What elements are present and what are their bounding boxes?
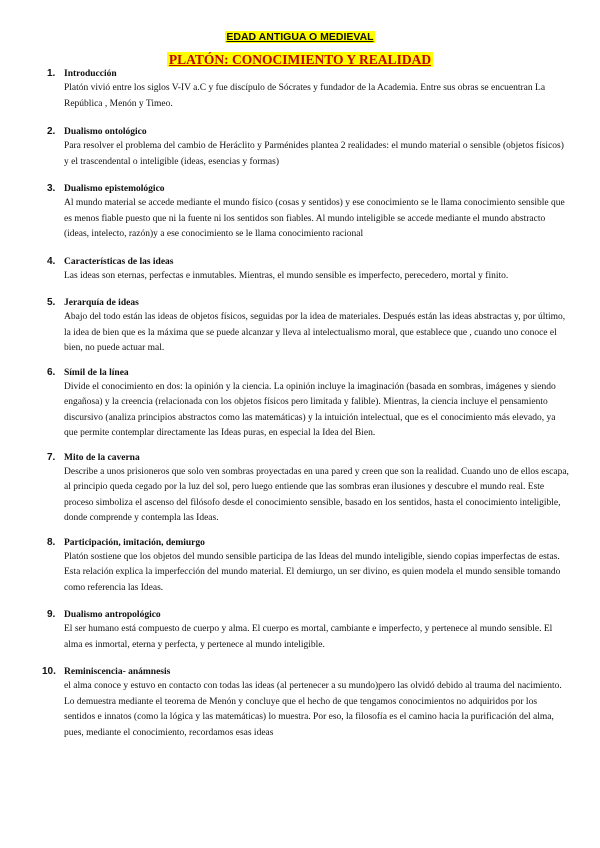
section-simil-linea [0,367,600,442]
section-body: Describe a unos prisioneros que solo ven sombras proyectadas en una pared y creen que son la realidad. Cuando uno de ellos escapa, al principio queda cegado por la luz del sol, pero luego entiende que las sombras eran ilusiones y descubre el mundo real. Este proceso simboliza el ascenso del filósofo desde el conocimiento sensible, basado en los sentidos, hasta el conocimiento inteligible, donde comprende y contempla las Ideas. [64,466,569,523]
section-number: 2. [47,126,56,137]
section-number: 9. [47,609,56,620]
period-heading [0,27,600,45]
section-body: Para resolver el problema del cambio de Heráclito y Parménides plantea 2 realidades: el mundo material o sensible (objetos físicos) y el trascendental o inteligible (ideas, esencias y formas) [64,141,564,167]
section-body: Abajo del todo están las ideas de objetos físicos, seguidas por la idea de materiales. Después están las ideas abstractas y, por último, la idea de bien que es la máxima que se puede alcanzar y lleva al intelectualismo moral, que establece que , cuando uno conoce el bien, no puede actuar mal. [64,312,566,353]
section-list [0,68,600,741]
document-title [0,51,600,69]
section-title: Reminiscencia- anámnesis [64,667,171,677]
section-title: Dualismo antropológico [64,610,161,620]
section-body: Platón sostiene que los objetos del mundo sensible participa de las Ideas del mundo inteligible, siendo copias imperfectas de estas. Esta relación explica la imperfección del mundo material. El demiurgo, un ser divino, es quien modela el mundo sensible tomando como referencia las Ideas. [64,551,561,593]
section-title: Mito de la caverna [64,452,140,463]
section-number: 7. [47,451,56,463]
section-number: 1. [47,68,56,79]
section-number: 4. [47,255,56,267]
section-body: Platón vivió entre los siglos V-IV a.C y fue discípulo de Sócrates y fundador de la Academia. Entre sus obras se encuentran La República , Menón y Timeo. [64,83,546,109]
section-title: Símil de la línea [64,367,129,378]
section-dualismo-antropologico [0,609,600,653]
section-body: Divide el conocimiento en dos: la opinión y la ciencia. La opinión incluye la imaginación (basada en sombras, imágenes y siendo engañosa) y la creencia (relacionada con los objetos físicos pero limitada y falible). Mientras, la ciencia incluye el pensamiento discursivo (analiza principios abstractos como las matemáticas) y la intuición intelectual, que es el conocimiento más elevado, ya que permite contemplar directamente las Ideas puras, en especial la Idea del Bien. [64,381,556,438]
section-title: Características de las ideas [64,256,174,267]
section-dualismo-epistemologico [0,183,600,243]
section-reminiscencia [0,666,600,741]
section-number: 5. [47,297,56,308]
document-title-text: PLATÓN: CONOCIMIENTO Y REALIDAD [168,52,432,67]
section-body: Las ideas son eternas, perfectas e inmutables. Mientras, el mundo sensible es imperfecto, perecedero, mortal y finito. [64,270,509,281]
section-mito-caverna [0,452,600,527]
section-caracteristicas-ideas [0,256,600,285]
section-number: 3. [47,183,56,194]
section-title: Participación, imitación, demiurgo [64,537,205,548]
period-heading-text: EDAD ANTIGUA O MEDIEVAL [226,31,374,43]
section-number: 6. [47,366,56,378]
section-introduccion [0,68,600,112]
section-number: 8. [47,536,56,548]
section-participacion [0,537,600,597]
section-number: 10. [42,666,56,677]
section-body: el alma conoce y estuvo en contacto con todas las ideas (al pertenecer a su mundo)pero las olvidó debido al trauma del nacimiento. Lo demuestra mediante el teorema de Menón y concluye que el hecho de que tengamos conocimientos no adquiridos por los sentidos e innatos (como la lógica y las matemáticas) lo muestra. Por eso, la filosofía es el camino hacia la purificación del alma, pues, mediante el conocimiento, recordamos esas ideas [64,681,562,738]
section-title: Dualismo epistemológico [64,184,165,194]
section-title: Introducción [64,69,117,79]
section-title: Dualismo ontológico [64,127,147,137]
section-body: Al mundo material se accede mediante el mundo físico (cosas y sentidos) y ese conocimiento se le llama conocimiento sensible que es menos fiable puesto que ni la fuente ni los sentidos son fiables. Al mundo inteligible se accede mediante el mundo abstracto (ideas, intelecto, razón)y a ese conocimiento se le llama conocimiento racional [64,198,565,239]
section-jerarquia-ideas [0,297,600,357]
section-body: El ser humano está compuesto de cuerpo y alma. El cuerpo es mortal, cambiante e imperfecto, y pertenece al mundo sensible. El alma es inmortal, eterna y perfecta, y pertenece al mundo inteligible. [64,624,553,650]
section-title: Jerarquía de ideas [64,298,139,308]
section-dualismo-ontologico [0,126,600,170]
